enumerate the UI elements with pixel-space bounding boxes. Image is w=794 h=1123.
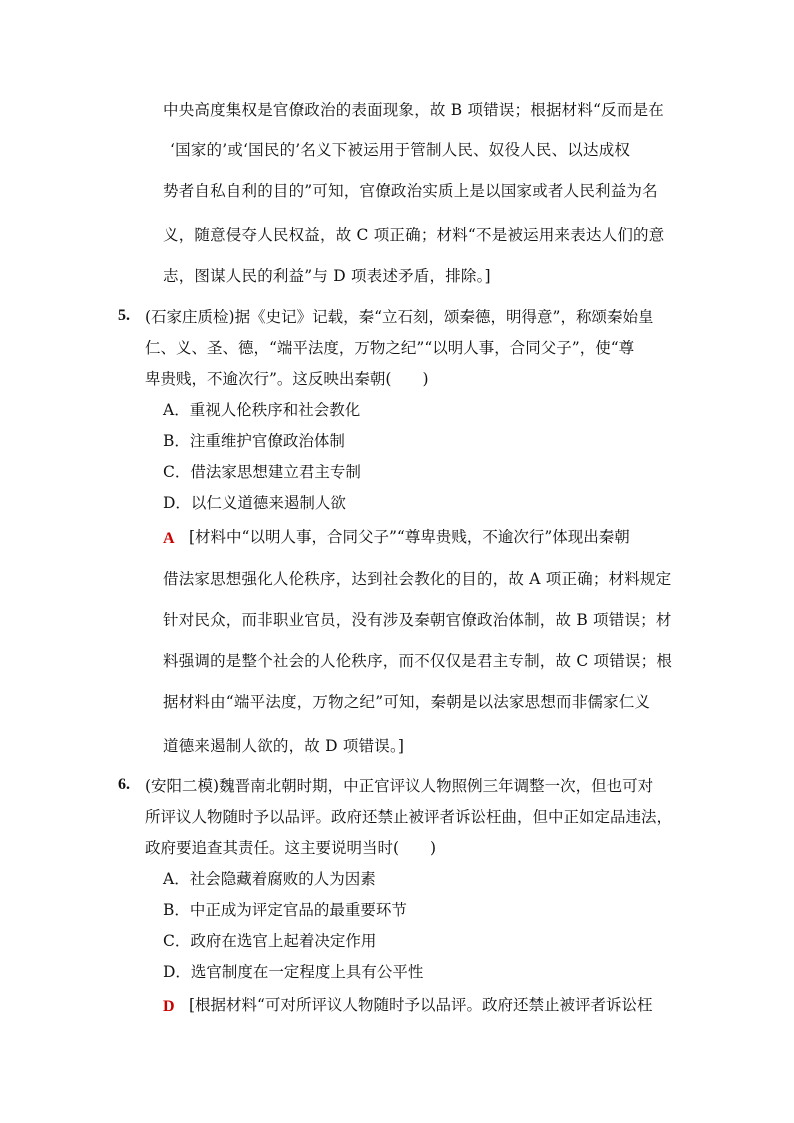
- question-stem-line: 所评议人物随时予以品评。政府还禁止被评者诉讼枉曲，但中正如定品违法，: [145, 808, 673, 826]
- explanation-line: 志，图谋人民的利益”与 D 项表述矛盾，排除。]: [163, 267, 491, 285]
- explanation-line: 势者自私自利的目的”可知，官僚政治实质上是以国家或者人民利益为名: [163, 182, 658, 200]
- option-d: D．以仁义道德来遏制人欲: [163, 494, 346, 512]
- explanation-line: ‘国家的’或‘国民的’名义下被运用于管制人民、奴役人民、以达成权: [170, 141, 631, 159]
- explanation-line: [材料中“以明人事，合同父子”“尊卑贵贱，不逾次行”体现出秦朝: [189, 528, 630, 546]
- question-number: 6.: [118, 776, 130, 793]
- option-a: A．重视人伦秩序和社会教化: [163, 401, 361, 419]
- question-stem-line: (安阳二模)魏晋南北朝时期，中正官评议人物照例三年调整一次，但也可对: [145, 777, 654, 795]
- option-b: B．注重维护官僚政治体制: [163, 432, 345, 450]
- explanation-line: 中央高度集权是官僚政治的表面现象，故 B 项错误；根据材料“反而是在: [163, 101, 664, 119]
- option-c: C．借法家思想建立君主专制: [163, 463, 361, 481]
- explanation-line: 针对民众，而非职业官员，没有涉及秦朝官僚政治体制，故 B 项错误；材: [163, 611, 672, 629]
- question-number: 5.: [118, 307, 130, 324]
- answer-letter: D: [163, 998, 175, 1015]
- explanation-line: 据材料由“端平法度，万物之纪”可知，秦朝是以法家思想而非儒家仁义: [163, 693, 651, 711]
- question-stem-line: 仁、义、圣、德，“端平法度，万物之纪”“以明人事，合同父子”，使“尊: [145, 339, 635, 357]
- answer-letter: A: [163, 530, 175, 547]
- explanation-line: 义，随意侵夺人民权益，故 C 项正确；材料“不是被运用来表达人们的意: [163, 226, 665, 244]
- question-stem-line: 卑贵贱，不逾次行”。这反映出秦朝( ): [145, 370, 429, 388]
- explanation-line: [根据材料“可对所评议人物随时予以品评。政府还禁止被评者诉讼枉: [189, 996, 653, 1014]
- option-c: C．政府在选官上起着决定作用: [163, 932, 377, 950]
- explanation-line: 道德来遏制人欲的，故 D 项错误。]: [163, 737, 405, 755]
- option-a: A．社会隐藏着腐败的人为因素: [163, 870, 376, 888]
- explanation-line: 借法家思想强化人伦秩序，达到社会教化的目的，故 A 项正确；材料规定: [163, 570, 672, 588]
- option-d: D．选官制度在一定程度上具有公平性: [163, 963, 424, 981]
- question-stem-line: (石家庄质检)据《史记》记载，秦“立石刻，颂秦德，明得意”，称颂秦始皇: [145, 308, 654, 326]
- explanation-line: 料强调的是整个社会的人伦秩序，而不仅仅是君主专制，故 C 项错误；根: [163, 652, 673, 670]
- option-b: B．中正成为评定官品的最重要环节: [163, 901, 407, 919]
- question-stem-line: 政府要追查其责任。这主要说明当时( ): [145, 839, 437, 857]
